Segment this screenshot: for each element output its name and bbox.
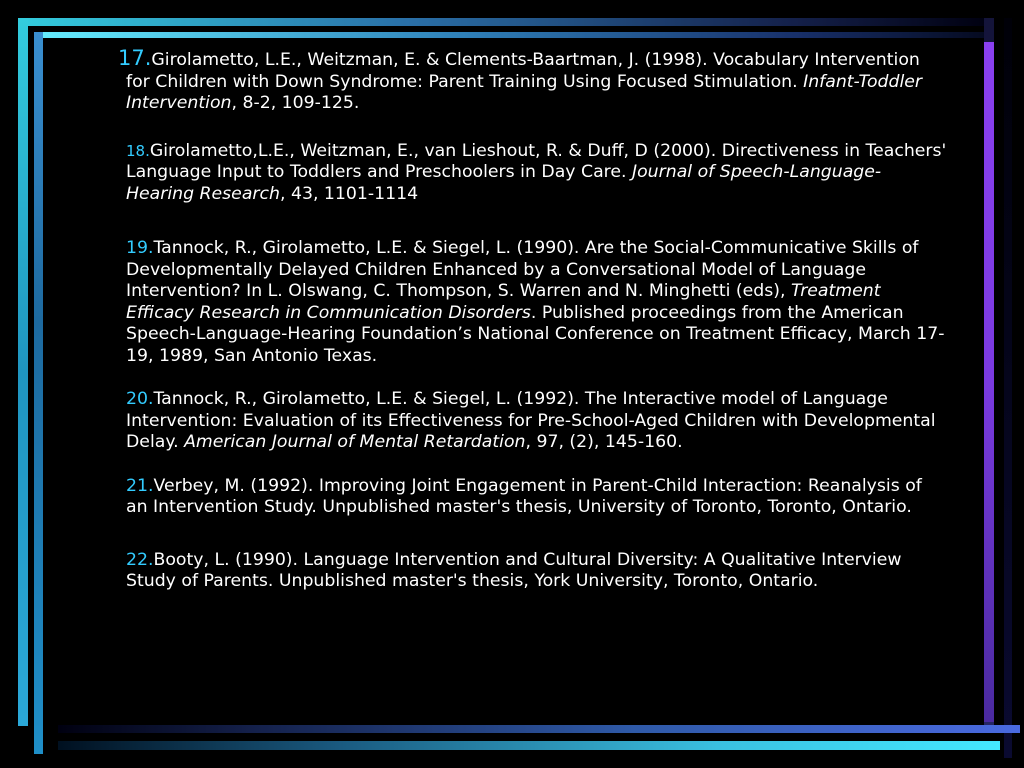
reference-number: 18. bbox=[126, 141, 150, 160]
reference-item bbox=[118, 48, 948, 115]
reference-details: , 43, 1101-1114 bbox=[279, 183, 419, 204]
reference-source: Infant-Toddler Intervention bbox=[126, 71, 922, 113]
reference-source: American Journal of Mental Retardation bbox=[184, 432, 526, 452]
reference-number: 21. bbox=[126, 475, 154, 496]
frame-left-outer-bar bbox=[18, 18, 28, 726]
frame-top-inner-bar bbox=[34, 32, 986, 38]
reference-list bbox=[118, 44, 948, 593]
frame-bottom-outer-bar bbox=[58, 725, 1020, 733]
reference-source: Treatment Efficacy Research in Communication Disorders bbox=[126, 281, 881, 323]
reference-number: 17. bbox=[118, 46, 152, 70]
frame-left-inner-bar bbox=[34, 32, 43, 754]
reference-details: . Published proceedings from the American Speech-Language-Hearing Foundation’s National Conference on Treatment Efficacy, March 17-19, 1989, San Antonio Texas. bbox=[126, 302, 945, 366]
frame-top-outer-bar bbox=[18, 18, 988, 26]
frame-right-dark-bar bbox=[1004, 18, 1012, 758]
reference-number: 19. bbox=[126, 238, 154, 258]
frame-bottom-inner-bar bbox=[58, 741, 1000, 750]
reference-source: Journal of Speech-Language-Hearing Research bbox=[126, 162, 882, 204]
reference-item bbox=[118, 550, 948, 593]
reference-text: Booty, L. (1990). Language Intervention and Cultural Diversity: A Qualitative Interview Study of Parents. Unpublished master's thesis, York University, Toronto, Ontario. bbox=[126, 549, 902, 591]
reference-number: 20. bbox=[126, 389, 154, 409]
reference-details: , 97, (2), 145-160. bbox=[525, 432, 683, 452]
reference-details: , 8-2, 109-125. bbox=[231, 93, 360, 113]
reference-text: Tannock, R., Girolametto, L.E. & Siegel, L. (1990). Are the Social-Communicative Skills of Developmentally Delayed Children Enhanced by a Conversational Model of Language Intervention? In L. Olswang, C. Thompson, S. Warren and N. Minghetti (eds), bbox=[126, 238, 919, 301]
reference-item bbox=[118, 141, 948, 206]
reference-item bbox=[118, 476, 948, 519]
reference-text: Girolametto, L.E., Weitzman, E. & Clements-Baartman, J. (1998). Vocabulary Intervention for Children with Down Syndrome: Parent Training Using Focused Stimulation. bbox=[126, 50, 920, 92]
reference-item bbox=[118, 389, 948, 454]
reference-text: Verbey, M. (1992). Improving Joint Engagement in Parent-Child Interaction: Reanalysis of an Intervention Study. Unpublished master's thesis, University of Toronto, Toronto, Ontario. bbox=[126, 475, 922, 517]
reference-item bbox=[118, 238, 948, 367]
reference-text: Girolametto,L.E., Weitzman, E., van Lieshout, R. & Duff, D (2000). Directiveness in Teachers' Language Input to Toddlers and Preschoolers in Day Care. bbox=[126, 140, 947, 182]
reference-number: 22. bbox=[126, 549, 154, 570]
reference-text: Tannock, R., Girolametto, L.E. & Siegel, L. (1992). The Interactive model of Language Intervention: Evaluation of its Effectiveness for Pre-School-Aged Children with Developmental Delay. bbox=[126, 389, 936, 452]
frame-right-purple-bar bbox=[984, 42, 994, 722]
